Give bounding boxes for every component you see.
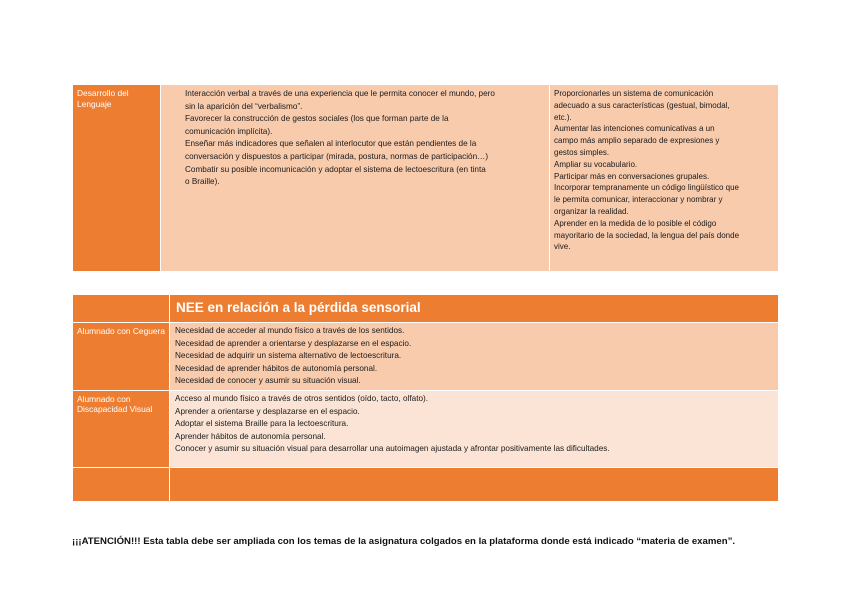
list-item: Enseñar más indicadores que señalen al interlocutor que están pendientes de la xyxy=(185,139,477,149)
list-item: Aprender hábitos de autonomía personal. xyxy=(175,431,326,441)
list-item: Necesidad de aprender hábitos de autonomía personal. xyxy=(175,363,378,373)
list-item: Interacción verbal a través de una experiencia que le permita conocer el mundo, pero xyxy=(185,89,495,98)
list-item: le permita comunicar, interaccionar y nombrar y xyxy=(554,195,723,205)
table-title-cell xyxy=(170,295,779,323)
blindness-needs-cell xyxy=(170,323,779,391)
title-left-cell xyxy=(73,295,170,323)
list-item: conversación y dispuestos a participar (mirada, postura, normas de participación…) xyxy=(185,151,489,161)
list-item: Incorporar tempranamente un código lingüístico que xyxy=(554,183,739,193)
list-item: adecuado a sus características (gestual, bimodal, xyxy=(554,100,730,110)
list-item: organizar la realidad. xyxy=(554,206,629,216)
list-item: Ampliar su vocabulario. xyxy=(554,159,638,169)
list-item: Acceso al mundo físico a través de otros sentidos (oído, tacto, olfato). xyxy=(175,393,429,403)
row-label-blindness: Alumnado con Ceguera xyxy=(77,326,165,336)
visual-impairment-needs-cell xyxy=(170,390,779,467)
list-item: Conocer y asumir su situación visual para desarrollar una autoimagen ajustada y afrontar positivamente las dificultades. xyxy=(175,444,610,454)
sensory-loss-nee-table xyxy=(72,294,779,502)
language-development-table xyxy=(72,84,779,272)
list-item: Aumentar las intenciones comunicativas a un xyxy=(554,124,715,134)
list-item: Participar más en conversaciones grupales. xyxy=(554,171,710,181)
list-item: vive. xyxy=(554,242,571,252)
list-item: o Braille). xyxy=(185,177,220,187)
row-label-cell xyxy=(73,323,170,391)
list-item: Combatir su posible incomunicación y adoptar el sistema de lectoescritura (en tinta xyxy=(185,164,486,174)
list-item: mayoritario de la sociedad, la lengua del país donde xyxy=(554,230,740,240)
list-item: etc.). xyxy=(554,112,572,122)
list-item: Aprender a orientarse y desplazarse en el espacio. xyxy=(175,406,360,416)
list-item: Aprender en la medida de lo posible el código xyxy=(554,218,717,228)
list-item: Necesidad de acceder al mundo físico a través de los sentidos. xyxy=(175,326,405,335)
strategies-cell xyxy=(161,85,550,272)
list-item: Necesidad de conocer y asumir su situación visual. xyxy=(175,376,361,386)
row-label-cell xyxy=(73,390,170,467)
list-item: Adoptar el sistema Braille para la lectoescritura. xyxy=(175,419,349,429)
list-item: Necesidad de aprender a orientarse y desplazarse en el espacio. xyxy=(175,338,412,348)
measures-cell xyxy=(550,85,779,272)
empty-row-right-cell xyxy=(170,467,779,501)
row-label-visual-impairment: Alumnado con Discapacidad Visual xyxy=(77,393,153,415)
row-label-cell xyxy=(73,85,161,272)
list-item: Favorecer la construcción de gestos sociales (los que forman parte de la xyxy=(185,114,449,124)
list-item: Proporcionarles un sistema de comunicación xyxy=(554,89,714,98)
list-item: Necesidad de adquirir un sistema alternativo de lectoescritura. xyxy=(175,351,402,361)
row-label: Desarrollo del Lenguaje xyxy=(77,88,129,109)
list-item: campo más amplio separado de expresiones y xyxy=(554,136,720,146)
list-item: gestos simples. xyxy=(554,147,610,157)
attention-note: ¡¡¡ATENCIÓN!!! Esta tabla debe ser ampliada con los temas de la asignatura colgados en la plataforma donde está indicado “materia de examen”. xyxy=(72,536,736,547)
empty-row-left-cell xyxy=(73,467,170,501)
list-item: sin la aparición del “verbalismo”. xyxy=(185,101,303,111)
list-item: comunicación implícita). xyxy=(185,126,273,136)
table-title: NEE en relación a la pérdida sensorial xyxy=(176,300,421,315)
